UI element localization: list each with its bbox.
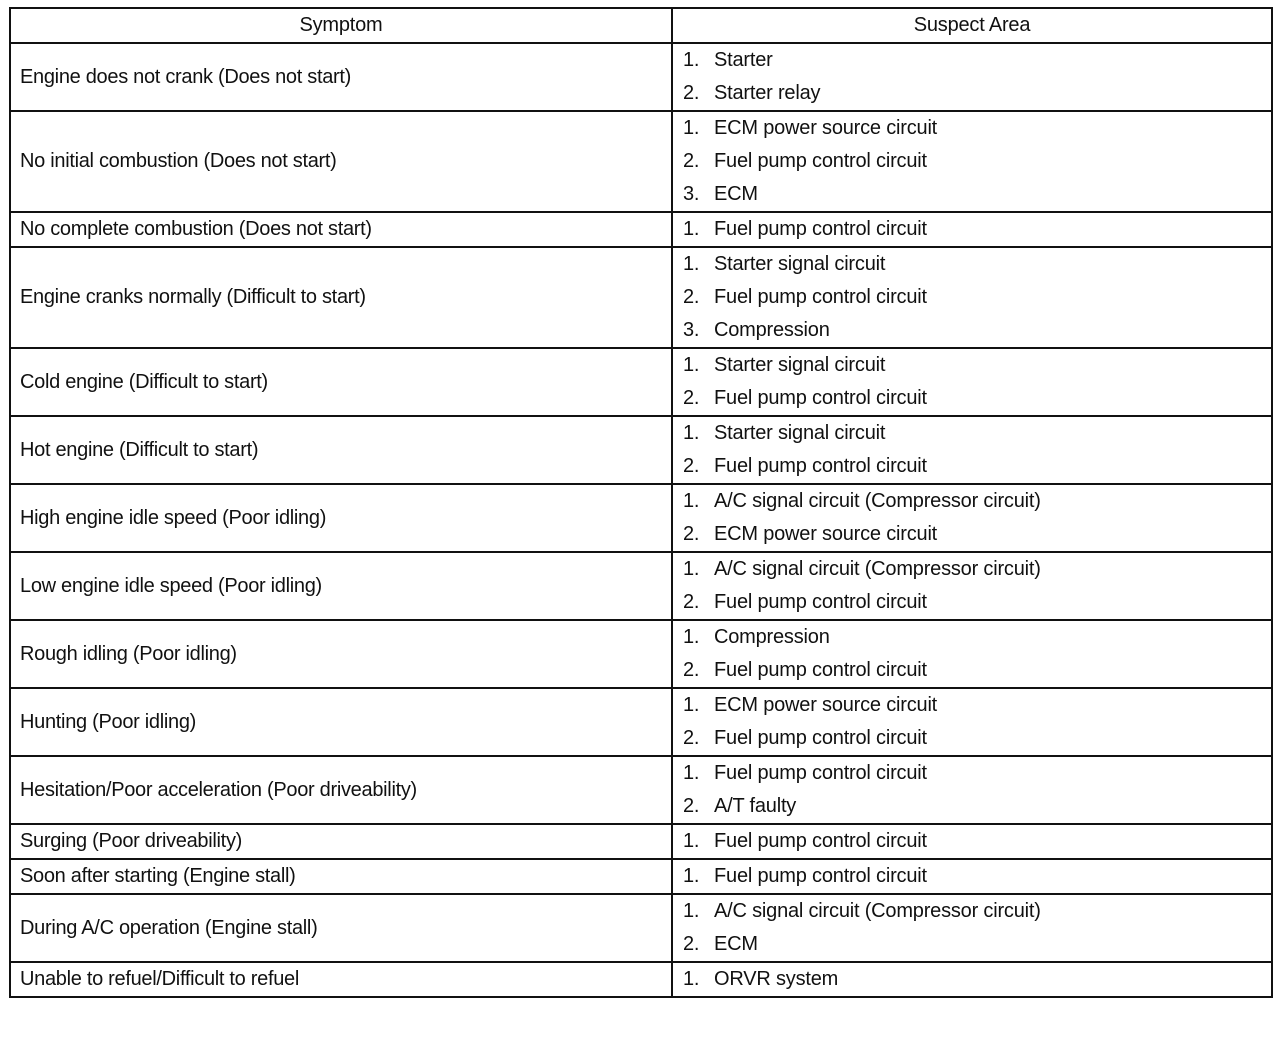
item-number: 1.	[683, 117, 700, 139]
symptom-table	[9, 7, 1273, 998]
suspect-area-cell	[672, 484, 1272, 552]
suspect-area-item	[683, 518, 1271, 551]
item-number: 2.	[683, 659, 700, 681]
suspect-area-item	[683, 757, 1271, 790]
item-number: 1.	[683, 490, 700, 512]
suspect-area-list	[683, 895, 1271, 961]
suspect-area-list	[683, 689, 1271, 755]
suspect-area-list	[683, 349, 1271, 415]
item-number: 1.	[683, 900, 700, 922]
item-text: Fuel pump control circuit	[714, 591, 927, 613]
item-text: ECM power source circuit	[714, 523, 938, 545]
suspect-area-cell	[672, 212, 1272, 247]
item-number: 1.	[683, 253, 700, 275]
suspect-area-item	[683, 485, 1271, 518]
suspect-area-cell	[672, 111, 1272, 212]
suspect-area-item	[683, 860, 1271, 893]
suspect-area-item	[683, 112, 1271, 145]
suspect-area-item	[683, 963, 1271, 996]
table-row	[10, 962, 1272, 997]
item-number: 2.	[683, 455, 700, 477]
item-text: Fuel pump control circuit	[714, 218, 927, 240]
suspect-area-cell	[672, 247, 1272, 348]
table-row	[10, 824, 1272, 859]
suspect-area-cell	[672, 824, 1272, 859]
item-number: 1.	[683, 626, 700, 648]
item-number: 1.	[683, 49, 700, 71]
table-row	[10, 416, 1272, 484]
item-number: 1.	[683, 422, 700, 444]
item-text: Fuel pump control circuit	[714, 659, 927, 681]
suspect-area-cell	[672, 756, 1272, 824]
symptom-cell: Soon after starting (Engine stall)	[10, 859, 672, 894]
table-row	[10, 212, 1272, 247]
table-row	[10, 620, 1272, 688]
item-number: 2.	[683, 387, 700, 409]
item-text: Fuel pump control circuit	[714, 455, 927, 477]
suspect-area-cell	[672, 894, 1272, 962]
item-text: Fuel pump control circuit	[714, 830, 927, 852]
item-number: 3.	[683, 183, 700, 205]
header-row	[10, 8, 1272, 43]
item-number: 2.	[683, 727, 700, 749]
suspect-area-cell	[672, 348, 1272, 416]
item-number: 1.	[683, 865, 700, 887]
suspect-area-item	[683, 895, 1271, 928]
table-row	[10, 552, 1272, 620]
symptom-cell: Hunting (Poor idling)	[10, 688, 672, 756]
item-text: Fuel pump control circuit	[714, 286, 927, 308]
suspect-area-item	[683, 382, 1271, 415]
item-text: Fuel pump control circuit	[714, 865, 927, 887]
symptom-cell: Engine cranks normally (Difficult to start)	[10, 247, 672, 348]
item-text: Starter signal circuit	[714, 422, 886, 444]
item-text: A/C signal circuit (Compressor circuit)	[714, 900, 1041, 922]
header-symptom: Symptom	[10, 8, 672, 43]
symptom-cell: Unable to refuel/Difficult to refuel	[10, 962, 672, 997]
item-text: ECM power source circuit	[714, 117, 938, 139]
symptom-cell: Low engine idle speed (Poor idling)	[10, 552, 672, 620]
suspect-area-item	[683, 722, 1271, 755]
item-number: 1.	[683, 694, 700, 716]
table-row	[10, 348, 1272, 416]
item-text: ECM	[714, 933, 758, 955]
item-text: A/T faulty	[714, 795, 797, 817]
item-number: 2.	[683, 523, 700, 545]
table-row	[10, 111, 1272, 212]
suspect-area-cell	[672, 43, 1272, 111]
symptom-cell: Rough idling (Poor idling)	[10, 620, 672, 688]
suspect-area-item	[683, 928, 1271, 961]
suspect-area-item	[683, 417, 1271, 450]
suspect-area-list	[683, 825, 1271, 858]
item-text: Fuel pump control circuit	[714, 762, 927, 784]
table-row	[10, 894, 1272, 962]
item-text: A/C signal circuit (Compressor circuit)	[714, 490, 1041, 512]
suspect-area-cell	[672, 416, 1272, 484]
suspect-area-list	[683, 112, 1271, 211]
item-text: ECM power source circuit	[714, 694, 938, 716]
suspect-area-item	[683, 825, 1271, 858]
suspect-area-list	[683, 485, 1271, 551]
symptom-cell: No initial combustion (Does not start)	[10, 111, 672, 212]
symptom-cell: During A/C operation (Engine stall)	[10, 894, 672, 962]
item-text: Starter relay	[714, 82, 821, 104]
suspect-area-item	[683, 654, 1271, 687]
item-text: Starter signal circuit	[714, 354, 886, 376]
suspect-area-item	[683, 213, 1271, 246]
item-text: Fuel pump control circuit	[714, 150, 927, 172]
suspect-area-cell	[672, 962, 1272, 997]
item-text: ORVR system	[714, 968, 839, 990]
item-number: 3.	[683, 319, 700, 341]
suspect-area-item	[683, 145, 1271, 178]
symptom-cell: Surging (Poor driveability)	[10, 824, 672, 859]
item-number: 2.	[683, 286, 700, 308]
symptom-cell: High engine idle speed (Poor idling)	[10, 484, 672, 552]
table-row	[10, 859, 1272, 894]
suspect-area-list	[683, 757, 1271, 823]
suspect-area-item	[683, 281, 1271, 314]
table-row	[10, 484, 1272, 552]
item-number: 1.	[683, 558, 700, 580]
suspect-area-item	[683, 621, 1271, 654]
item-text: ECM	[714, 183, 758, 205]
suspect-area-list	[683, 44, 1271, 110]
header-suspect-area: Suspect Area	[672, 8, 1272, 43]
suspect-area-cell	[672, 859, 1272, 894]
item-number: 2.	[683, 82, 700, 104]
item-number: 2.	[683, 933, 700, 955]
suspect-area-item	[683, 44, 1271, 77]
suspect-area-list	[683, 621, 1271, 687]
suspect-area-list	[683, 213, 1271, 246]
symptom-cell: Engine does not crank (Does not start)	[10, 43, 672, 111]
suspect-area-list	[683, 248, 1271, 347]
suspect-area-cell	[672, 552, 1272, 620]
suspect-area-item	[683, 349, 1271, 382]
suspect-area-item	[683, 248, 1271, 281]
suspect-area-item	[683, 450, 1271, 483]
suspect-area-item	[683, 689, 1271, 722]
symptom-cell: Hesitation/Poor acceleration (Poor driveability)	[10, 756, 672, 824]
symptom-cell: Cold engine (Difficult to start)	[10, 348, 672, 416]
table-row	[10, 247, 1272, 348]
item-number: 2.	[683, 591, 700, 613]
item-text: A/C signal circuit (Compressor circuit)	[714, 558, 1041, 580]
symptom-cell: No complete combustion (Does not start)	[10, 212, 672, 247]
suspect-area-item	[683, 586, 1271, 619]
item-number: 1.	[683, 218, 700, 240]
item-text: Fuel pump control circuit	[714, 727, 927, 749]
suspect-area-cell	[672, 620, 1272, 688]
suspect-area-list	[683, 963, 1271, 996]
table-row	[10, 43, 1272, 111]
item-number: 1.	[683, 968, 700, 990]
item-number: 2.	[683, 150, 700, 172]
suspect-area-item	[683, 790, 1271, 823]
item-text: Starter	[714, 49, 773, 71]
suspect-area-item	[683, 178, 1271, 211]
table-body	[10, 43, 1272, 997]
item-number: 1.	[683, 354, 700, 376]
suspect-area-item	[683, 553, 1271, 586]
suspect-area-item	[683, 314, 1271, 347]
symptom-cell: Hot engine (Difficult to start)	[10, 416, 672, 484]
table-row	[10, 756, 1272, 824]
item-number: 1.	[683, 762, 700, 784]
item-number: 2.	[683, 795, 700, 817]
suspect-area-cell	[672, 688, 1272, 756]
item-number: 1.	[683, 830, 700, 852]
table-row	[10, 688, 1272, 756]
item-text: Compression	[714, 626, 830, 648]
item-text: Starter signal circuit	[714, 253, 886, 275]
item-text: Compression	[714, 319, 830, 341]
suspect-area-item	[683, 77, 1271, 110]
suspect-area-list	[683, 417, 1271, 483]
item-text: Fuel pump control circuit	[714, 387, 927, 409]
suspect-area-list	[683, 553, 1271, 619]
suspect-area-list	[683, 860, 1271, 893]
